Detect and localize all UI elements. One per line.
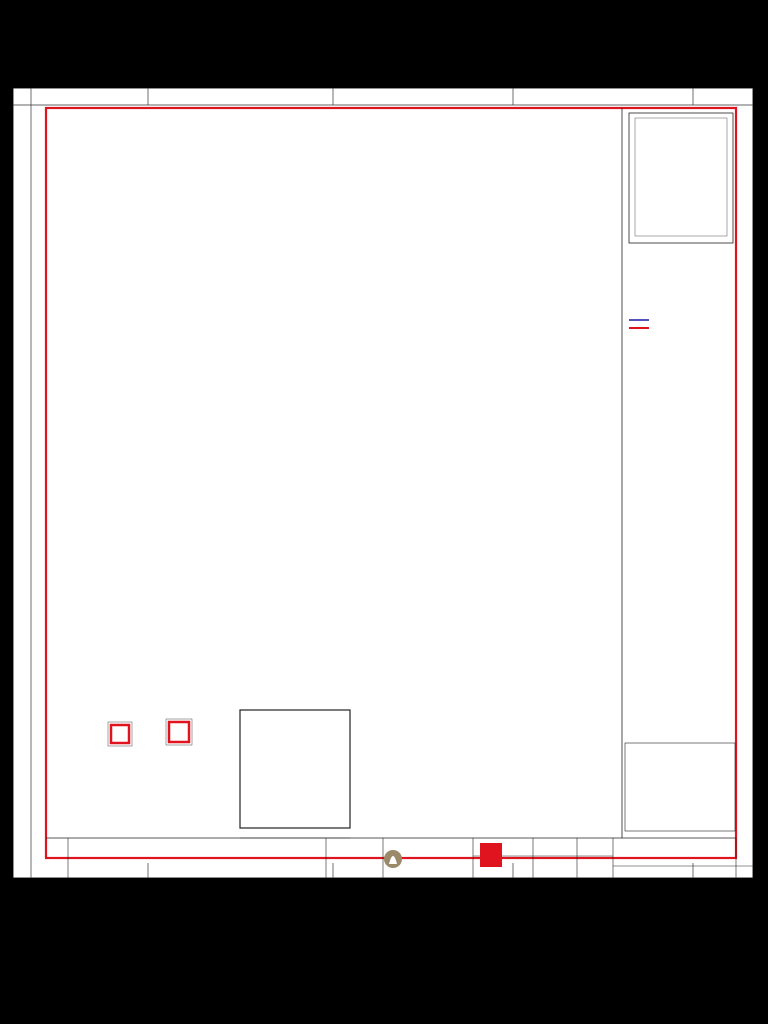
tm02-section (166, 719, 192, 745)
rejilla-detail (240, 710, 350, 838)
tm01-section (108, 722, 132, 746)
cenagas-logo-mark (384, 850, 402, 868)
drawing-sheet (13, 88, 753, 878)
drawing-canvas (13, 88, 753, 878)
cargo-table (625, 743, 735, 831)
location-map (629, 113, 733, 243)
ga-logo-mark (480, 843, 502, 867)
